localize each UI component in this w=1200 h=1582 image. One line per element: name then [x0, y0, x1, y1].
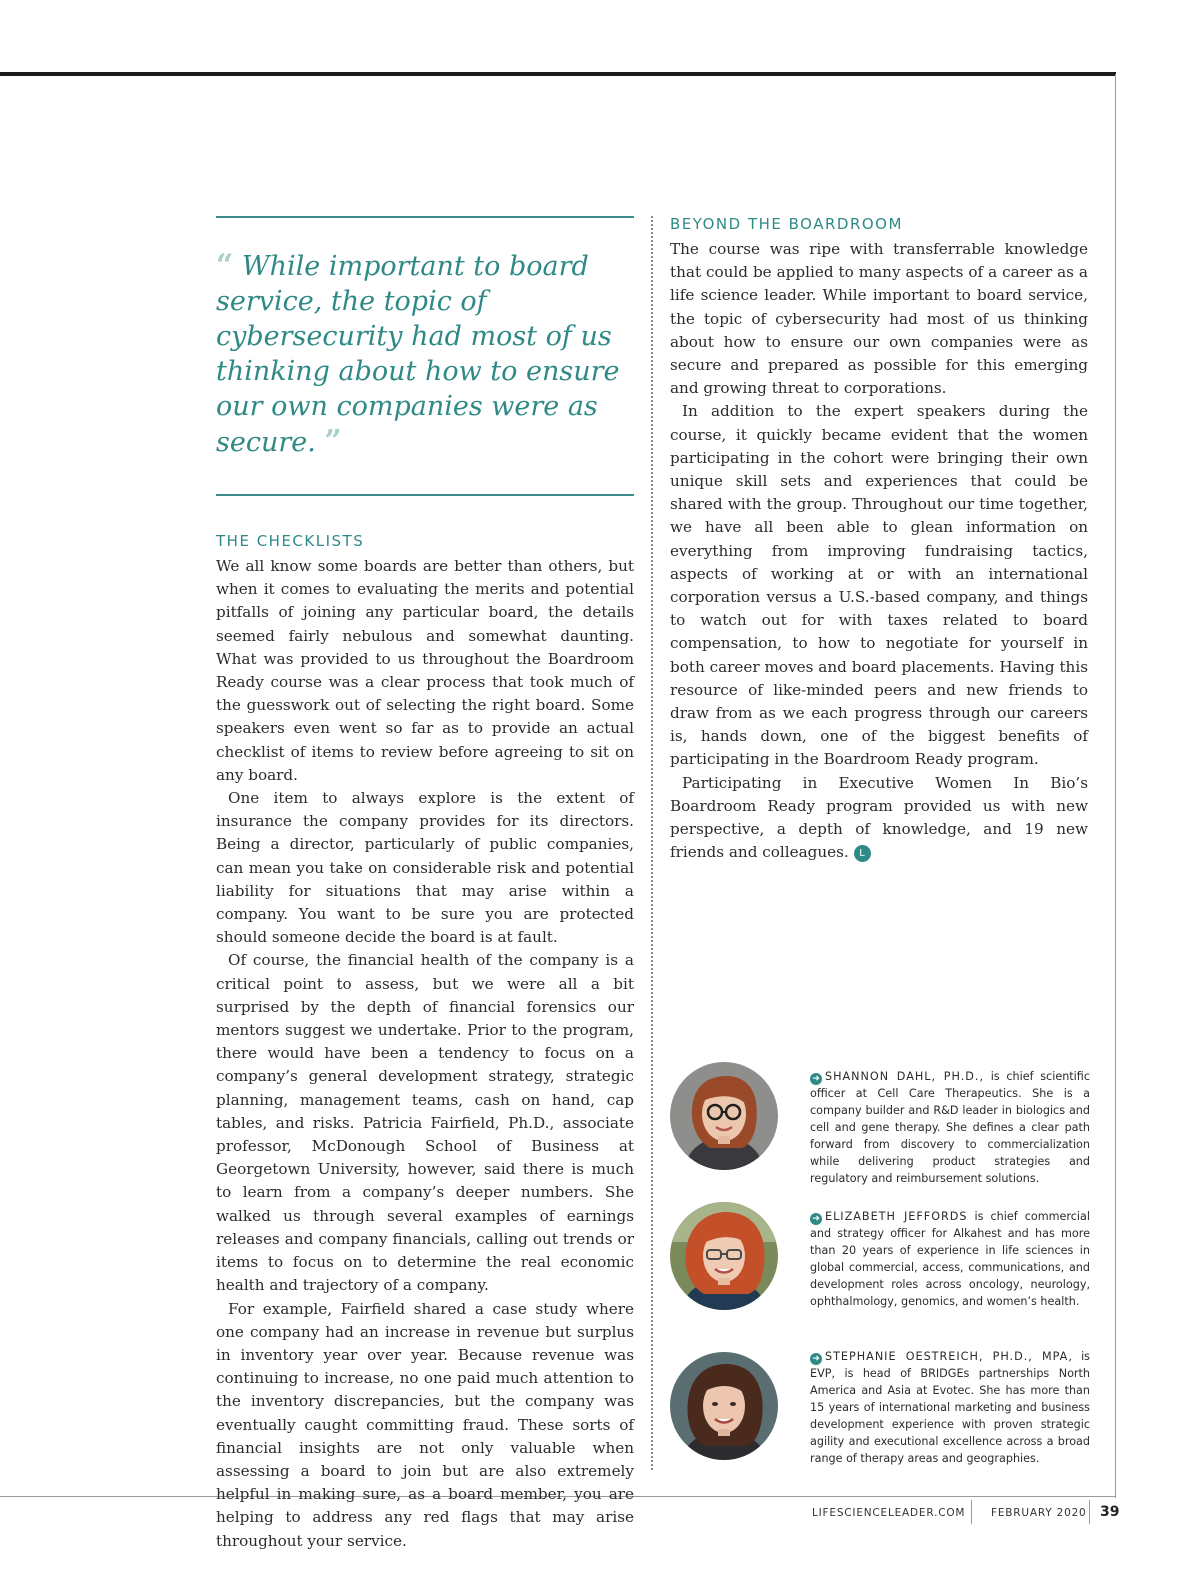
- open-quote-icon: “: [216, 248, 234, 283]
- close-quote-icon: ”: [324, 424, 342, 459]
- pullquote-text: While important to board service, the topic of cybersecurity had most of us thinking about how to ensure our own companies were as secure.: [216, 251, 620, 458]
- boardroom-body: [670, 238, 1088, 864]
- arrow-circle-icon: ➜: [810, 1073, 822, 1085]
- checklists-body: [216, 555, 634, 1553]
- pullquote-top-rule: [216, 216, 634, 218]
- pullquote: [216, 248, 634, 460]
- headshot-photo: [670, 1062, 778, 1170]
- footer-date: FEBRUARY 2020: [991, 1507, 1087, 1519]
- right-margin-rule: [1115, 74, 1116, 1498]
- footer-separator: [1089, 1500, 1090, 1524]
- footer-separator: [971, 1500, 972, 1524]
- headshot-photo: [670, 1202, 778, 1310]
- end-mark-icon: L: [854, 845, 871, 862]
- paragraph: One item to always explore is the extent of insurance the company provides for its directors. Being a director, particularly of public companies, can mean you take on considerable risk and potential liability for situations that may arise within a company. You want to be sure you are protected should someone decide the board is at fault.: [216, 789, 634, 947]
- page-number: 39: [1100, 1504, 1120, 1520]
- pullquote-bottom-rule: [216, 494, 634, 496]
- left-column: [216, 216, 634, 1553]
- paragraph: [670, 772, 1088, 865]
- bio-description: is chief scientific officer at Cell Care Therapeutics. She is a company builder and R&D leader in biologics and cell and gene therapy. She defines a clear path forward from discovery to commercialization while delivering product strategies and regulatory and reimbursement solutions.: [810, 1070, 1090, 1185]
- top-rule: [0, 72, 1116, 76]
- paragraph: The course was ripe with transferrable knowledge that could be applied to many aspects of a career as a life science leader. While important to board service, the topic of cybersecurity had most of us thinking about how to ensure our own companies were as secure and prepared as possible for this emerging and growing threat to corporations.: [670, 240, 1088, 398]
- bio-text: [810, 1208, 1090, 1310]
- bio-text: [810, 1068, 1090, 1187]
- bio-name: ELIZABETH JEFFORDS: [825, 1210, 968, 1223]
- bio-text: [810, 1348, 1090, 1467]
- page-footer: [0, 1500, 1200, 1546]
- bio-description: is EVP, is head of BRIDGEs partnerships North America and Asia at Evotec. She has more than 15 years of international marketing and business development experience with proven strategic agility and executional excellence across a broad range of therapy areas and geographies.: [810, 1350, 1091, 1465]
- checklists-section: [216, 531, 634, 1553]
- paragraph: Of course, the financial health of the company is a critical point to assess, but we were all a bit surprised by the depth of financial forensics our mentors suggest we undertake. Prior to the program, there would have been a tendency to focus on a company’s general development strategy, strategic planning, management teams, cash on hand, cap tables, and risks. Patricia Fairfield, Ph.D., associate professor, McDonough School of Business at Georgetown University, however, said there is much to learn from a company’s deeper numbers. She walked us through several examples of earnings releases and company financials, calling out trends or items to focus on to determine the real economic health and trajectory of a company.: [216, 951, 634, 1295]
- right-column: [670, 214, 1088, 864]
- section-heading: THE CHECKLISTS: [216, 532, 365, 550]
- bio-name: SHANNON DAHL, PH.D.,: [825, 1070, 985, 1083]
- headshot-photo: [670, 1352, 778, 1460]
- paragraph-text: Participating in Executive Women In Bio’s Boardroom Ready program provided us with new perspective, a depth of knowledge, and 19 new friends and colleagues.: [670, 773, 1088, 862]
- arrow-circle-icon: ➜: [810, 1213, 822, 1225]
- footer-site: LIFESCIENCELEADER.COM: [812, 1507, 966, 1519]
- paragraph: In addition to the expert speakers during the course, it quickly became evident that the women participating in the cohort were bringing their own unique skill sets and experiences that could be shared with the group. Throughout our time together, we have all been able to glean information on everything from improving fundraising tactics, aspects of working at or with an international corporation versus a U.S.-based company, and things to watch out for with taxes related to board compensation, to how to negotiate for yourself in both career moves and board placements. Having this resource of like-minded peers and new friends to draw from as we each progress through our careers is, hands down, one of the biggest benefits of participating in the Boardroom Ready program.: [670, 402, 1088, 769]
- bio-name: STEPHANIE OESTREICH, PH.D., MPA,: [825, 1350, 1073, 1363]
- bio-description: is chief commercial and strategy officer for Alkahest and has more than 20 years of experience in life sciences in global commercial, access, communications, and development roles across oncology, neurology, ophthalmology, genomics, and women’s health.: [810, 1210, 1090, 1308]
- section-heading: BEYOND THE BOARDROOM: [670, 215, 903, 233]
- paragraph: We all know some boards are better than others, but when it comes to evaluating the merits and potential pitfalls of joining any particular board, the details seemed fairly nebulous and somewhat daunting. What was provided to us throughout the Boardroom Ready course was a clear process that took much of the guesswork out of selecting the right board. Some speakers even went so far as to provide an actual checklist of items to review before agreeing to sit on any board.: [216, 557, 634, 784]
- column-divider: [651, 216, 653, 1470]
- arrow-circle-icon: ➜: [810, 1353, 822, 1365]
- paragraph: For example, Fairfield shared a case study where one company had an increase in revenue but surplus in inventory year over year. Because revenue was continuing to increase, no one paid much attention to the inventory discrepancies, but the company was eventually caught committing fraud. These sorts of financial insights are not only valuable when assessing a board to join but are also extremely helpful in making sure, as a board member, you are helping to address any red flags that may arise throughout your service.: [216, 1299, 634, 1550]
